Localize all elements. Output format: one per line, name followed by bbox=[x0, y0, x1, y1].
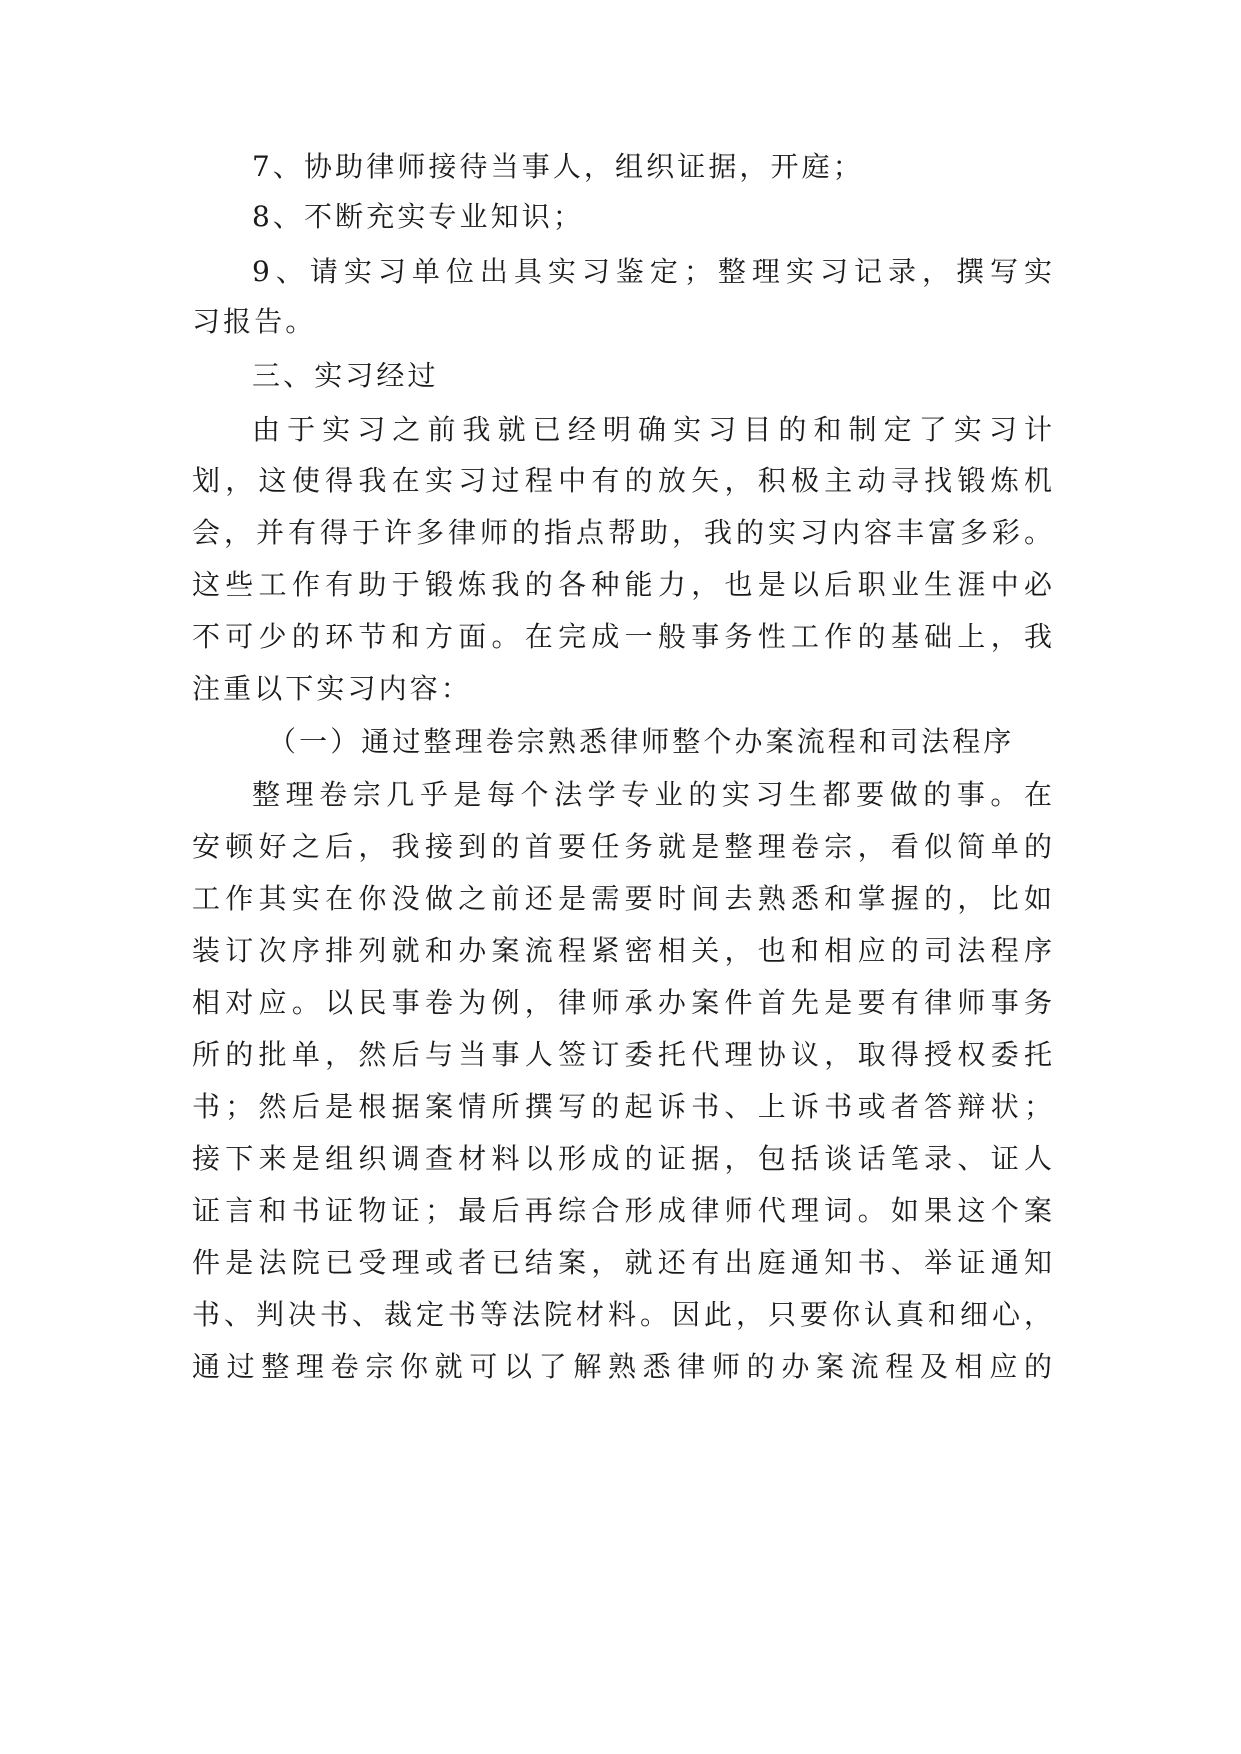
paragraph-line: 装订次序排列就和办案流程紧密相关，也和相应的司法程序 bbox=[192, 934, 1052, 967]
paragraph-line: 这些工作有助于锻炼我的各种能力，也是以后职业生涯中必 bbox=[192, 568, 1052, 601]
paragraph-line: 由于实习之前我就已经明确实习目的和制定了实习计 bbox=[252, 413, 1052, 446]
paragraph-line: 划，这使得我在实习过程中有的放矢，积极主动寻找锻炼机 bbox=[192, 464, 1052, 497]
list-item-7: 7、协助律师接待当事人，组织证据，开庭； bbox=[252, 150, 864, 183]
paragraph-line: 书、判决书、裁定书等法院材料。因此，只要你认真和细心， bbox=[192, 1298, 1052, 1331]
paragraph-line: 安顿好之后，我接到的首要任务就是整理卷宗，看似简单的 bbox=[192, 830, 1052, 863]
paragraph-line: 通过整理卷宗你就可以了解熟悉律师的办案流程及相应的 bbox=[192, 1350, 1052, 1383]
paragraph-line: 件是法院已受理或者已结案，就还有出庭通知书、举证通知 bbox=[192, 1246, 1052, 1279]
paragraph-line: 会，并有得于许多律师的指点帮助，我的实习内容丰富多彩。 bbox=[192, 516, 1052, 549]
paragraph-line: 整理卷宗几乎是每个法学专业的实习生都要做的事。在 bbox=[252, 778, 1052, 811]
subsection-heading-1: （一）通过整理卷宗熟悉律师整个办案流程和司法程序 bbox=[268, 725, 1015, 758]
paragraph-line: 不可少的环节和方面。在完成一般事务性工作的基础上，我 bbox=[192, 620, 1052, 653]
paragraph-line: 书；然后是根据案情所撰写的起诉书、上诉书或者答辩状； bbox=[192, 1090, 1052, 1123]
paragraph-line: 注重以下实习内容： bbox=[192, 672, 472, 705]
list-item-8: 8、不断充实专业知识； bbox=[252, 200, 584, 233]
paragraph-line: 接下来是组织调查材料以形成的证据，包括谈话笔录、证人 bbox=[192, 1142, 1052, 1175]
paragraph-line: 相对应。以民事卷为例，律师承办案件首先是要有律师事务 bbox=[192, 986, 1052, 1019]
section-heading-3: 三、实习经过 bbox=[252, 359, 439, 392]
paragraph-line: 所的批单，然后与当事人签订委托代理协议，取得授权委托 bbox=[192, 1038, 1052, 1071]
paragraph-line: 证言和书证物证；最后再综合形成律师代理词。如果这个案 bbox=[192, 1194, 1052, 1227]
paragraph-line: 工作其实在你没做之前还是需要时间去熟悉和掌握的，比如 bbox=[192, 882, 1052, 915]
list-item-9: 9、请实习单位出具实习鉴定；整理实习记录，撰写实 bbox=[252, 255, 1052, 288]
list-item-9-continuation: 习报告。 bbox=[192, 305, 317, 338]
